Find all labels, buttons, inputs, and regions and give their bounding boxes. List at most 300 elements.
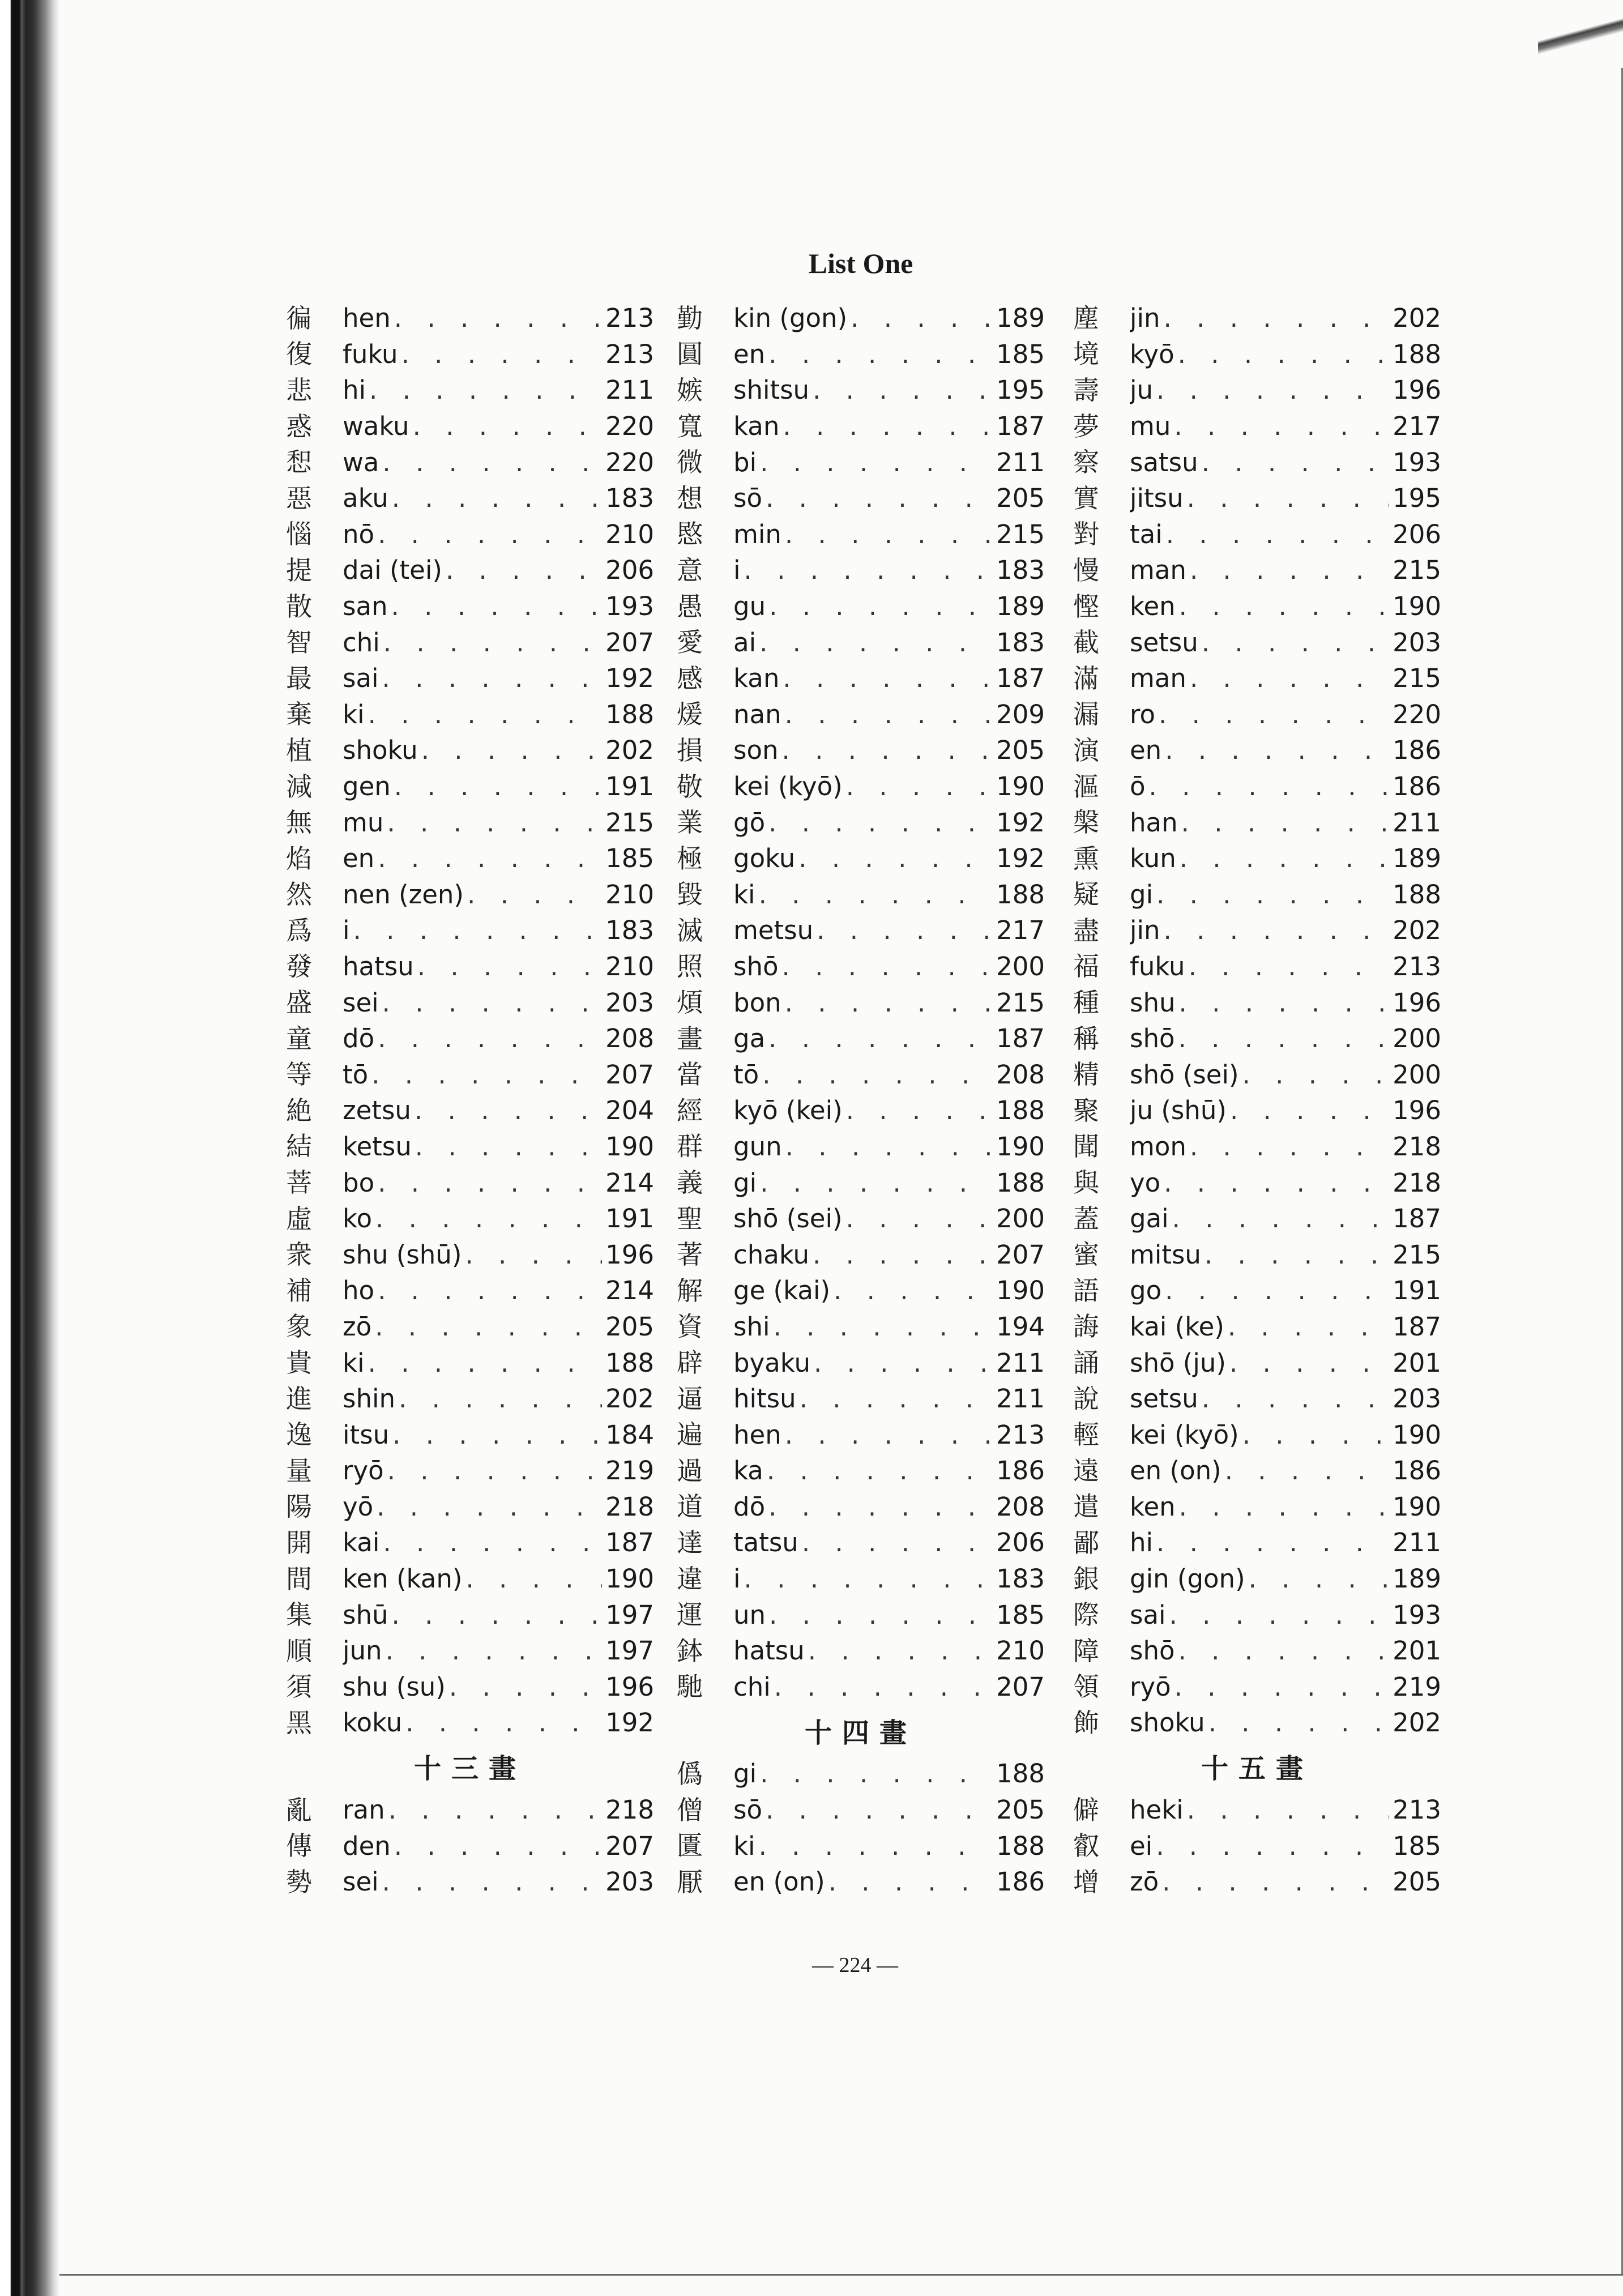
entry-reading-wrap <box>343 843 602 873</box>
index-entry <box>286 336 654 373</box>
entry-reading: nen (zen) <box>343 879 464 910</box>
entry-character: 棄 <box>286 699 312 730</box>
entry-character: 與 <box>1073 1167 1099 1198</box>
entry-reading-wrap <box>343 1168 602 1198</box>
entry-reading-wrap <box>1130 843 1389 873</box>
dot-leader <box>1228 1312 1389 1342</box>
entry-character: 稱 <box>1073 1023 1099 1054</box>
dot-leader <box>371 1060 602 1090</box>
entry-character: 意 <box>677 554 703 586</box>
entry-reading: hen <box>733 1419 781 1450</box>
entry-character: 慢 <box>1073 554 1099 586</box>
dot-leader <box>768 1023 993 1053</box>
dot-leader <box>1169 1600 1389 1630</box>
index-entry <box>1073 660 1441 697</box>
entry-page-number: 187 <box>605 1527 654 1558</box>
dot-leader <box>382 663 602 693</box>
entry-character: 境 <box>1073 339 1099 370</box>
entry-page-number: 187 <box>996 663 1045 694</box>
index-entry <box>286 1597 654 1633</box>
entry-reading: mitsu <box>1130 1239 1201 1270</box>
dot-leader <box>846 771 993 801</box>
entry-reading-wrap <box>733 1527 993 1557</box>
entry-page-number: 196 <box>1393 375 1441 406</box>
entry-page-number: 208 <box>996 1491 1045 1522</box>
index-entry <box>677 1633 1045 1669</box>
dot-leader <box>1178 1636 1390 1666</box>
entry-character: 漏 <box>1073 699 1099 730</box>
entry-page-number: 213 <box>605 303 654 334</box>
dot-leader <box>817 915 993 945</box>
entry-reading: shin <box>343 1384 395 1414</box>
entry-reading: ran <box>343 1795 385 1825</box>
entry-page-number: 214 <box>605 1275 654 1306</box>
entry-reading-wrap <box>343 1204 602 1234</box>
index-column-2 <box>677 300 1045 1900</box>
entry-character: 減 <box>286 771 312 802</box>
entry-reading-wrap <box>1130 1672 1389 1702</box>
page-edge-bottom <box>59 2274 1623 2276</box>
entry-reading: chi <box>733 1671 771 1702</box>
entry-reading-wrap <box>733 1060 993 1090</box>
stroke-count-heading: 十四畫 <box>804 1717 917 1749</box>
entry-character: 經 <box>677 1095 703 1126</box>
entry-page-number: 190 <box>996 1275 1045 1306</box>
entry-reading: ki <box>343 699 365 729</box>
dot-leader <box>1179 988 1390 1018</box>
entry-page-number: 207 <box>996 1671 1045 1702</box>
index-column-1 <box>286 300 654 1900</box>
dot-leader <box>382 1867 602 1897</box>
index-entry <box>1073 1453 1441 1489</box>
entry-page-number: 196 <box>1393 987 1441 1018</box>
dot-leader <box>744 1564 993 1594</box>
entry-reading: mu <box>1130 411 1171 442</box>
index-entry <box>286 1633 654 1669</box>
entry-reading: chaku <box>733 1239 810 1270</box>
entry-reading: hi <box>1130 1527 1154 1558</box>
entry-page-number: 189 <box>1393 1564 1441 1594</box>
dot-leader <box>1230 1095 1389 1125</box>
entry-character: 塵 <box>1073 302 1099 334</box>
entry-page-number: 195 <box>1393 483 1441 514</box>
entry-character: 義 <box>677 1167 703 1198</box>
dot-leader <box>785 988 993 1018</box>
entry-page-number: 213 <box>1393 1795 1441 1825</box>
dot-leader <box>1149 771 1389 801</box>
entry-reading: aku <box>343 483 388 514</box>
entry-page-number: 205 <box>996 735 1045 766</box>
entry-character: 量 <box>286 1455 312 1486</box>
dot-leader <box>377 1492 602 1522</box>
entry-reading-wrap <box>343 915 602 945</box>
entry-page-number: 202 <box>1393 1708 1441 1738</box>
entry-reading: hatsu <box>343 951 414 981</box>
entry-character: 惡 <box>286 483 312 514</box>
index-entry <box>677 769 1045 805</box>
entry-page-number: 188 <box>605 1347 654 1378</box>
dot-leader <box>375 1204 602 1234</box>
index-entry <box>1073 588 1441 625</box>
entry-reading: ryō <box>1130 1671 1171 1702</box>
entry-reading-wrap <box>1130 1600 1389 1630</box>
dot-leader <box>783 663 993 693</box>
entry-reading: i <box>733 1564 741 1594</box>
entry-page-number: 215 <box>605 807 654 838</box>
index-entry <box>286 517 654 553</box>
entry-page-number: 206 <box>605 555 654 586</box>
index-entry <box>286 1273 654 1309</box>
entry-character: 提 <box>286 554 312 586</box>
entry-character: 焰 <box>286 843 312 874</box>
entry-reading: gi <box>1130 879 1154 910</box>
entry-reading: setsu <box>1130 1384 1198 1414</box>
entry-reading: tō <box>343 1059 369 1090</box>
dot-leader <box>773 1312 993 1342</box>
entry-reading-wrap <box>343 663 602 693</box>
entry-page-number: 202 <box>605 735 654 766</box>
entry-reading: man <box>1130 555 1186 586</box>
entry-reading-wrap <box>1130 880 1389 910</box>
entry-reading: ken (kan) <box>343 1564 463 1594</box>
index-entry <box>677 1201 1045 1237</box>
index-entry <box>286 769 654 805</box>
entry-page-number: 192 <box>996 807 1045 838</box>
entry-reading: zetsu <box>343 1095 411 1126</box>
entry-reading-wrap <box>343 1456 602 1486</box>
entry-reading-wrap <box>343 1708 602 1738</box>
entry-page-number: 187 <box>1393 1204 1441 1234</box>
entry-character: 僻 <box>1073 1794 1099 1825</box>
entry-character: 際 <box>1073 1599 1099 1631</box>
entry-character: 誦 <box>1073 1347 1099 1379</box>
entry-reading-wrap <box>733 1831 993 1861</box>
entry-reading: en <box>343 843 375 874</box>
entry-character: 聖 <box>677 1203 703 1234</box>
entry-reading-wrap <box>733 808 993 838</box>
dot-leader <box>382 447 602 477</box>
entry-character: 銀 <box>1073 1563 1099 1594</box>
entry-reading-wrap <box>733 1275 993 1305</box>
dot-leader <box>744 555 993 585</box>
entry-reading-wrap <box>1130 1204 1389 1234</box>
entry-page-number: 188 <box>996 1759 1045 1789</box>
dot-leader <box>368 699 602 729</box>
entry-page-number: 207 <box>996 1239 1045 1270</box>
dot-leader <box>383 1527 602 1557</box>
index-entry <box>677 1864 1045 1900</box>
dot-leader <box>1179 1492 1389 1522</box>
index-entry <box>286 1309 654 1345</box>
entry-reading-wrap <box>343 447 602 477</box>
entry-reading: en <box>733 339 766 369</box>
entry-reading-wrap <box>343 519 602 549</box>
entry-page-number: 203 <box>605 987 654 1018</box>
dot-leader <box>1172 1204 1389 1234</box>
entry-page-number: 208 <box>996 1059 1045 1090</box>
entry-character: 運 <box>677 1599 703 1631</box>
entry-reading: itsu <box>343 1419 390 1450</box>
entry-page-number: 214 <box>605 1167 654 1198</box>
entry-reading-wrap <box>343 808 602 838</box>
entry-reading-wrap <box>733 1795 993 1825</box>
entry-character: 遠 <box>1073 1455 1099 1486</box>
entry-page-number: 193 <box>1393 447 1441 477</box>
entry-page-number: 190 <box>996 1131 1045 1162</box>
entry-character: 夢 <box>1073 411 1099 442</box>
entry-reading: yō <box>343 1491 374 1522</box>
entry-reading: shū <box>343 1599 388 1630</box>
entry-character: 著 <box>677 1239 703 1270</box>
index-entry <box>677 1345 1045 1381</box>
entry-reading-wrap <box>733 1132 993 1162</box>
index-entry <box>677 984 1045 1021</box>
entry-reading: sei <box>343 1867 379 1897</box>
entry-page-number: 197 <box>605 1636 654 1666</box>
entry-page-number: 190 <box>605 1131 654 1162</box>
entry-reading-wrap <box>733 1672 993 1702</box>
entry-reading-wrap <box>343 1384 602 1414</box>
entry-page-number: 211 <box>1393 807 1441 838</box>
entry-reading: un <box>733 1599 766 1630</box>
entry-reading: ju <box>1130 375 1154 406</box>
entry-reading: jin <box>1130 915 1160 946</box>
entry-character: 解 <box>677 1275 703 1306</box>
dot-leader <box>382 988 602 1018</box>
dot-leader <box>813 1240 993 1270</box>
index-entry <box>1073 1309 1441 1345</box>
entry-reading: shō (sei) <box>733 1204 843 1234</box>
entry-character: 道 <box>677 1491 703 1522</box>
entry-character: 無 <box>286 807 312 838</box>
entry-page-number: 215 <box>1393 1239 1441 1270</box>
entry-page-number: 220 <box>1393 699 1441 729</box>
entry-page-number: 218 <box>1393 1131 1441 1162</box>
dot-leader <box>1189 951 1389 981</box>
entry-reading: shō <box>733 951 779 981</box>
entry-page-number: 185 <box>996 1599 1045 1630</box>
index-entry <box>286 877 654 913</box>
page-number-footer: — 224 — <box>812 1953 898 1977</box>
entry-reading-wrap <box>1130 1420 1389 1450</box>
entry-character: 發 <box>286 951 312 982</box>
entry-reading-wrap <box>343 771 602 801</box>
entry-reading: gen <box>343 771 391 802</box>
entry-page-number: 189 <box>996 303 1045 334</box>
dot-leader <box>378 519 602 549</box>
entry-page-number: 188 <box>1393 339 1441 369</box>
entry-page-number: 185 <box>996 339 1045 369</box>
dot-leader <box>1166 519 1389 549</box>
entry-page-number: 215 <box>996 987 1045 1018</box>
dot-leader <box>774 1672 993 1702</box>
entry-reading: wa <box>343 447 379 477</box>
entry-reading-wrap <box>343 483 602 513</box>
entry-reading-wrap <box>1130 915 1389 945</box>
entry-reading: ai <box>733 627 757 658</box>
index-entry <box>1073 1201 1441 1237</box>
entry-character: 疑 <box>1073 879 1099 910</box>
entry-reading: kyō <box>1130 339 1174 369</box>
entry-reading: i <box>343 915 350 946</box>
dot-leader <box>782 951 993 981</box>
entry-reading-wrap <box>1130 1492 1389 1522</box>
entry-character: 業 <box>677 807 703 838</box>
entry-page-number: 217 <box>996 915 1045 946</box>
entry-page-number: 218 <box>605 1491 654 1522</box>
entry-page-number: 184 <box>605 1419 654 1450</box>
dot-leader <box>446 555 602 585</box>
dot-leader <box>465 1564 602 1594</box>
index-entry <box>1073 732 1441 769</box>
dot-leader <box>785 519 993 549</box>
dot-leader <box>785 699 993 729</box>
dot-leader <box>1174 1672 1389 1702</box>
entry-reading-wrap <box>1130 591 1389 621</box>
entry-reading-wrap <box>343 988 602 1018</box>
index-entry <box>677 444 1045 480</box>
entry-character: 盛 <box>286 987 312 1018</box>
entry-reading-wrap <box>733 303 993 333</box>
entry-page-number: 183 <box>996 555 1045 586</box>
entry-reading-wrap <box>733 1636 993 1666</box>
entry-reading-wrap <box>1130 483 1389 513</box>
entry-page-number: 189 <box>996 591 1045 622</box>
entry-reading-wrap <box>343 1095 602 1125</box>
dot-leader <box>769 591 993 621</box>
entry-page-number: 187 <box>996 411 1045 442</box>
entry-reading-wrap <box>733 1095 993 1125</box>
index-entry <box>286 1864 654 1900</box>
entry-character: 聚 <box>1073 1095 1099 1126</box>
entry-reading: hi <box>343 375 366 406</box>
entry-reading: shitsu <box>733 375 810 406</box>
index-entry <box>286 984 654 1021</box>
entry-reading-wrap <box>1130 1456 1389 1486</box>
index-entry <box>1073 877 1441 913</box>
index-entry <box>286 660 654 697</box>
entry-reading-wrap <box>1130 735 1389 765</box>
index-entry <box>286 1669 654 1705</box>
entry-character: 象 <box>286 1311 312 1342</box>
index-entry <box>1073 1633 1441 1669</box>
entry-reading: chi <box>343 627 380 658</box>
entry-character: 寬 <box>677 411 703 442</box>
index-entry <box>677 624 1045 660</box>
dot-leader <box>759 1831 993 1861</box>
entry-reading-wrap <box>733 699 993 729</box>
entry-page-number: 186 <box>1393 1456 1441 1486</box>
entry-page-number: 207 <box>605 1830 654 1861</box>
entry-page-number: 183 <box>996 627 1045 658</box>
entry-character: 悲 <box>286 374 312 406</box>
entry-reading: shu <box>1130 987 1176 1018</box>
index-entry <box>286 732 654 769</box>
entry-page-number: 203 <box>1393 1384 1441 1414</box>
entry-page-number: 193 <box>605 591 654 622</box>
entry-reading: ki <box>733 1830 755 1861</box>
entry-reading-wrap <box>733 339 993 369</box>
entry-reading-wrap <box>733 663 993 693</box>
dot-leader <box>1162 1867 1389 1897</box>
entry-page-number: 192 <box>605 663 654 694</box>
entry-page-number: 196 <box>605 1671 654 1702</box>
entry-page-number: 203 <box>605 1867 654 1897</box>
index-entry <box>1073 1273 1441 1309</box>
dot-leader <box>369 375 602 405</box>
dot-leader <box>405 1708 602 1738</box>
entry-reading: hen <box>343 303 391 334</box>
entry-reading: kun <box>1130 843 1176 874</box>
entry-character: 勤 <box>677 302 703 334</box>
entry-character: 貴 <box>286 1347 312 1379</box>
dot-leader <box>766 1795 993 1825</box>
index-entry <box>677 1309 1045 1345</box>
entry-reading: sai <box>1130 1599 1166 1630</box>
entry-page-number: 186 <box>1393 771 1441 802</box>
dot-leader <box>394 771 602 801</box>
entry-reading: shoku <box>1130 1708 1205 1738</box>
dot-leader <box>1164 303 1389 333</box>
entry-reading: bon <box>733 987 781 1018</box>
entry-character: 嫉 <box>677 374 703 406</box>
index-entry <box>286 408 654 445</box>
entry-character: 植 <box>286 735 312 766</box>
entry-character: 須 <box>286 1671 312 1702</box>
entry-page-number: 197 <box>605 1599 654 1630</box>
entry-character: 增 <box>1073 1866 1099 1897</box>
index-entry <box>286 949 654 985</box>
entry-reading: gō <box>733 807 766 838</box>
dot-leader <box>759 628 993 658</box>
entry-reading-wrap <box>1130 663 1389 693</box>
dot-leader <box>766 483 993 513</box>
entry-character: 熏 <box>1073 843 1099 874</box>
dot-leader <box>1156 375 1389 405</box>
index-entry <box>286 300 654 336</box>
index-entry <box>286 840 654 877</box>
page-title: List One <box>808 247 913 279</box>
entry-character: 匱 <box>677 1830 703 1862</box>
index-entry <box>1073 480 1441 517</box>
entry-reading: gi <box>733 1759 757 1789</box>
entry-reading-wrap <box>1130 628 1389 658</box>
entry-reading-wrap <box>1130 303 1389 333</box>
entry-reading: son <box>733 735 779 766</box>
entry-reading: en (on) <box>733 1867 825 1897</box>
entry-reading-wrap <box>1130 1348 1389 1378</box>
entry-reading: ki <box>733 879 755 910</box>
dot-leader <box>798 843 993 873</box>
entry-reading: den <box>343 1830 391 1861</box>
entry-page-number: 215 <box>996 519 1045 549</box>
dot-leader <box>1225 1456 1389 1486</box>
entry-character: 慳 <box>1073 591 1099 622</box>
entry-character: 畫 <box>677 1023 703 1054</box>
dot-leader <box>413 411 602 441</box>
index-entry <box>1073 984 1441 1021</box>
dot-leader <box>1208 1708 1389 1738</box>
entry-reading-wrap <box>733 411 993 441</box>
entry-page-number: 213 <box>1393 951 1441 981</box>
dot-leader <box>1202 628 1389 658</box>
entry-character: 衆 <box>286 1239 312 1270</box>
entry-page-number: 220 <box>605 411 654 442</box>
entry-reading-wrap <box>343 735 602 765</box>
entry-reading-wrap <box>733 1168 993 1198</box>
index-entry <box>677 336 1045 373</box>
entry-reading: jin <box>1130 303 1160 334</box>
